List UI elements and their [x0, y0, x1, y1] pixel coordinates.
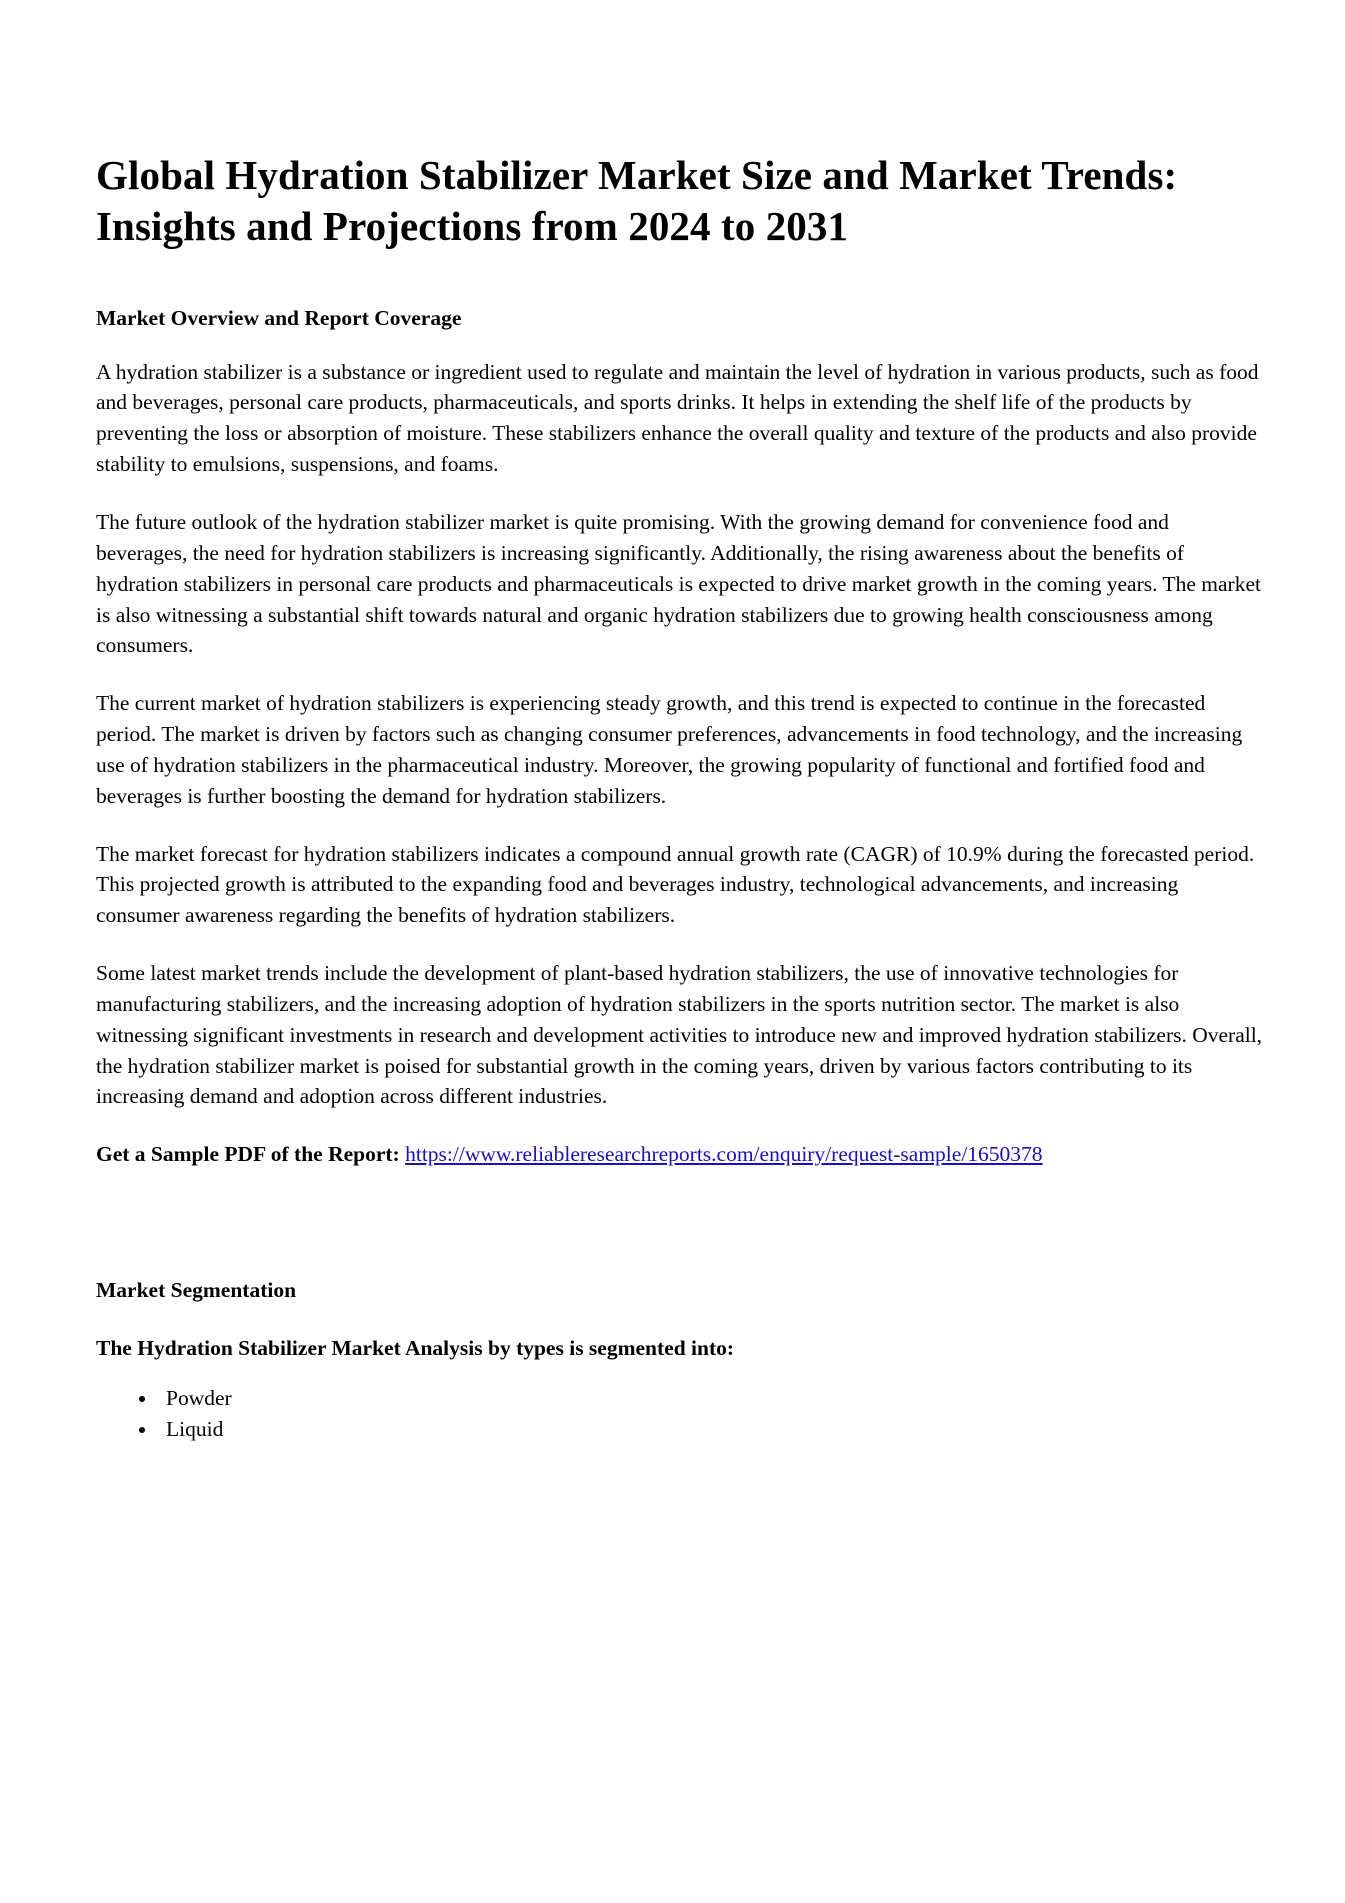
paragraph-market-trends: Some latest market trends include the development of plant-based hydration stabilizers, the use of innovative technologies for manufacturing stabilizers, and the increasing adoption of hydration stabilizers in the sports nutrition sector. The market is also witnessing significant investments in research and development activities to introduce new and improved hydration stabilizers. Overall, the hydration stabilizer market is poised for substantial growth in the coming years, driven by various factors contributing to its increasing demand and adoption across different industries.: [96, 961, 1263, 1109]
paragraph-future-outlook: The future outlook of the hydration stabilizer market is quite promising. With the growing demand for convenience food and beverages, the need for hydration stabilizers is increasing significantly. Additionally, the rising awareness about the benefits of hydration stabilizers in personal care products and pharmaceuticals is expected to drive market growth in the coming years. The market is also witnessing a substantial shift towards natural and organic hydration stabilizers due to growing health consciousness among consumers.: [96, 509, 1261, 658]
section-spacer: [96, 1197, 1265, 1275]
sample-pdf-link[interactable]: https://www.reliableresearchreports.com/enquiry/request-sample/1650378: [405, 1142, 1043, 1167]
paragraph-definition: A hydration stabilizer is a substance or ingredient used to regulate and maintain the level of hydration in various products, such as food and beverages, personal care products, pharmaceuticals, and sports drinks. It helps in extending the shelf life of the products by preventing the loss or absorption of moisture. These stabilizers enhance the overall quality and texture of the products and also provide stability to emulsions, suspensions, and foams.: [96, 359, 1259, 477]
subheading-segmented-types: The Hydration Stabilizer Market Analysis by types is segmented into:: [96, 1336, 735, 1361]
paragraph-current-market: The current market of hydration stabilizers is experiencing steady growth, and this trend is expected to continue in the forecasted period. The market is driven by factors such as changing consumer preferences, advancements in food technology, and the increasing use of hydration stabilizers in the pharmaceutical industry. Moreover, the growing popularity of functional and fortified food and beverages is further boosting the demand for hydration stabilizers.: [96, 691, 1243, 808]
segmentation-type-list: [96, 1383, 1265, 1444]
list-item: • Powder: [158, 1383, 1265, 1414]
section-heading-market-segmentation: Market Segmentation: [96, 1278, 297, 1303]
sample-pdf-label: Get a Sample PDF of the Report:: [96, 1142, 400, 1167]
sample-pdf-line: [96, 1139, 1265, 1170]
section-heading-market-overview: Market Overview and Report Coverage: [96, 305, 462, 330]
page-title: Global Hydration Stabilizer Market Size and Market Trends: Insights and Projections from 2024 to 2031: [96, 152, 1178, 250]
paragraph-market-forecast: The market forecast for hydration stabilizers indicates a compound annual growth rate (CAGR) of 10.9% during the forecasted period. This projected growth is attributed to the expanding food and beverages industry, technological advancements, and increasing consumer awareness regarding the benefits of hydration stabilizers.: [96, 841, 1255, 928]
list-item: • Liquid: [158, 1414, 1265, 1445]
